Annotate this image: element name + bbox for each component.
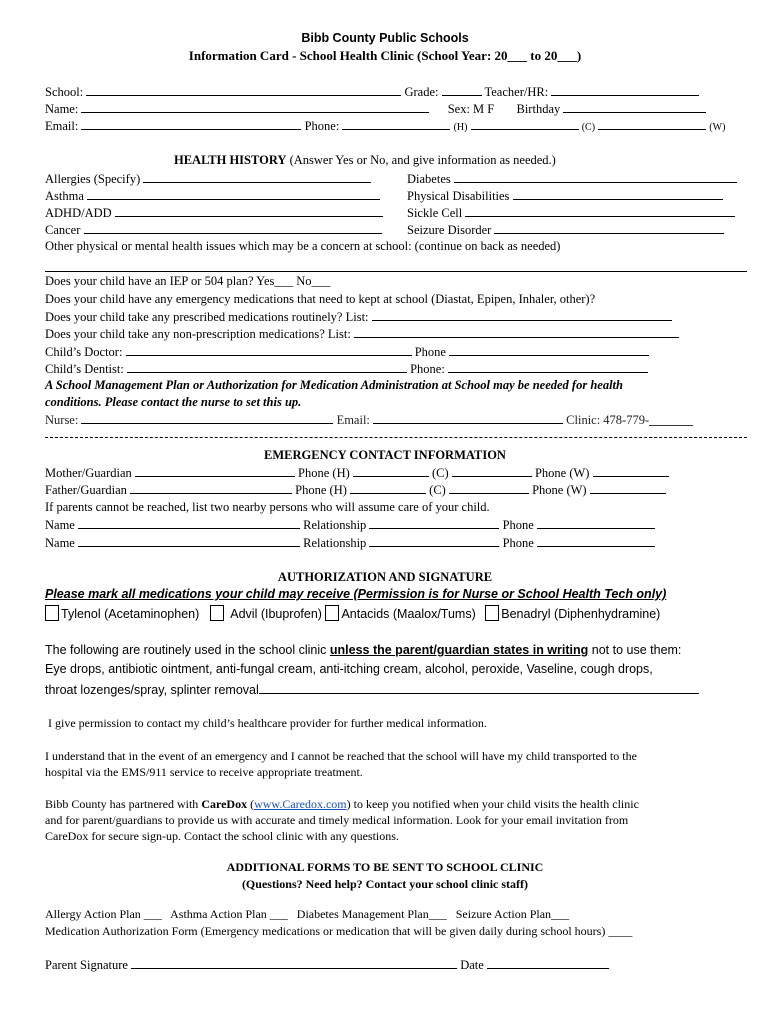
- diabetes-label: Diabetes: [407, 172, 451, 186]
- diabetes-field[interactable]: [454, 171, 737, 183]
- tylenol-checkbox[interactable]: [45, 605, 59, 621]
- parent-signature-field[interactable]: [131, 957, 457, 969]
- benadryl-checkbox[interactable]: [485, 605, 499, 621]
- routine-use-text: The following are routinely used in the school clinic: [45, 643, 327, 657]
- asthma-label: Asthma: [45, 189, 84, 203]
- teacher-label: Teacher/HR:: [484, 85, 549, 99]
- health-history-title: HEALTH HISTORY: [174, 153, 287, 167]
- diabetes-row: [407, 171, 737, 187]
- district-name: Bibb County Public Schools: [301, 31, 469, 45]
- nurse-field[interactable]: [81, 412, 333, 424]
- caredox-name: CareDox: [201, 797, 248, 811]
- phone-home-field[interactable]: [342, 118, 450, 130]
- authorization-heading: AUTHORIZATION AND SIGNATURE: [277, 570, 493, 584]
- mother-label: Mother/Guardian: [45, 466, 132, 480]
- name-field[interactable]: [81, 101, 429, 113]
- doctor-label: Child’s Doctor:: [45, 345, 123, 359]
- physical-disabilities-label: Physical Disabilities: [407, 189, 510, 203]
- parent-signature-label: Parent Signature: [45, 958, 128, 972]
- action-plans-line: Allergy Action Plan ___ Asthma Action Plan ___ Diabetes Management Plan___ Seizure Action Plan___: [45, 907, 570, 921]
- dentist-row: [45, 361, 648, 377]
- dentist-label: Child’s Dentist:: [45, 362, 124, 376]
- name-label: Name:: [45, 102, 79, 116]
- prescribed-meds-row: [45, 309, 672, 325]
- nurse-row: [45, 412, 693, 428]
- father-phone-cell-field[interactable]: [449, 482, 529, 494]
- prescribed-meds-question: Does your child take any prescribed medications routinely? List:: [45, 310, 369, 324]
- cancer-row: [45, 222, 382, 238]
- birthday-label: Birthday: [516, 102, 561, 116]
- nearby-relationship-label: Relationship: [303, 536, 367, 550]
- clinic-phone-field[interactable]: _______: [649, 413, 693, 427]
- phone-cell-label: (C): [581, 122, 596, 133]
- permission-statement: I give permission to contact my child’s healthcare provider for further medical information.: [48, 716, 487, 730]
- section-divider: [45, 437, 747, 438]
- nearby-name-label: Name: [45, 518, 75, 532]
- doctor-field[interactable]: [126, 344, 412, 356]
- emergency-meds-question: Does your child have any emergency medications that need to kept at school (Diastat, Epipen, Inhaler, other)?: [45, 292, 596, 306]
- management-plan-note-2: conditions. Please contact the nurse to set this up.: [45, 395, 302, 409]
- doctor-phone-field[interactable]: [449, 344, 649, 356]
- form-title: Information Card - School Health Clinic (School Year: 20___ to 20___): [188, 48, 582, 63]
- nearby-phone-field[interactable]: [537, 535, 655, 547]
- advil-label: Advil (Ibuprofen): [230, 607, 322, 621]
- nearby-person-row-1: [45, 517, 655, 533]
- father-phone-home-field[interactable]: [350, 482, 426, 494]
- nearby-relationship-field[interactable]: [369, 517, 499, 529]
- emergency-transport-statement: I understand that in the event of an emergency and I cannot be reached that the school will have my child transported to the: [45, 749, 637, 763]
- email-row: [45, 118, 725, 135]
- seizure-label: Seizure Disorder: [407, 223, 492, 237]
- adhd-row: [45, 205, 383, 221]
- sickle-cell-field[interactable]: [465, 205, 735, 217]
- asthma-row: [45, 188, 380, 204]
- nearby-name-label: Name: [45, 536, 75, 550]
- nonprescription-meds-field[interactable]: [354, 326, 679, 338]
- iep-question: Does your child have an IEP or 504 plan? Yes___ No___: [45, 274, 331, 288]
- teacher-field[interactable]: [551, 84, 699, 96]
- medication-authorization-line: Medication Authorization Form (Emergency medications or medication that will be given daily during school hours) ____: [45, 924, 633, 938]
- date-field[interactable]: [487, 957, 609, 969]
- father-phone-work-label: Phone (W): [532, 483, 587, 497]
- nonprescription-meds-row: [45, 326, 679, 342]
- dentist-phone-label: Phone:: [410, 362, 445, 376]
- sickle-cell-row: [407, 205, 735, 221]
- routine-use-list-row: [45, 682, 699, 698]
- grade-label: Grade:: [404, 85, 439, 99]
- grade-field[interactable]: [442, 84, 482, 96]
- cancer-field[interactable]: [84, 222, 382, 234]
- nurse-label: Nurse:: [45, 413, 79, 427]
- phone-work-label: (W): [709, 122, 726, 133]
- doctor-phone-label: Phone: [414, 345, 446, 359]
- phone-work-field[interactable]: [598, 118, 706, 130]
- management-plan-note: A School Management Plan or Authorization for Medication Administration at School may be needed for health: [45, 378, 623, 392]
- health-history-heading: [174, 153, 556, 168]
- allergies-label: Allergies (Specify): [45, 172, 141, 186]
- mother-phone-work-label: Phone (W): [534, 466, 590, 480]
- caredox-text-2: to keep you notified when your child visits the health clinic: [353, 797, 639, 811]
- father-row: [45, 482, 666, 498]
- dentist-field[interactable]: [127, 361, 407, 373]
- dentist-phone-field[interactable]: [448, 361, 648, 373]
- physical-disabilities-field[interactable]: [513, 188, 723, 200]
- phone-home-label: (H): [453, 122, 468, 133]
- mother-phone-work-field[interactable]: [593, 465, 669, 477]
- sickle-cell-label: Sickle Cell: [407, 206, 463, 220]
- date-label: Date: [460, 958, 484, 972]
- unreachable-text: If parents cannot be reached, list two nearby persons who will assume care of your child.: [45, 500, 490, 514]
- antacids-checkbox[interactable]: [325, 605, 339, 621]
- name-row: [45, 101, 706, 117]
- routine-exceptions-field[interactable]: [259, 682, 699, 694]
- nearby-phone-field[interactable]: [537, 517, 655, 529]
- mother-phone-cell-label: (C): [432, 466, 449, 480]
- routine-use-row: [45, 643, 681, 658]
- mother-phone-home-field[interactable]: [353, 465, 429, 477]
- nurse-email-field[interactable]: [373, 412, 563, 424]
- routine-use-text-2: not to use them:: [591, 643, 682, 657]
- other-issues-text: Other physical or mental health issues which may be a concern at school: (continue on back as needed): [45, 239, 561, 253]
- nearby-relationship-label: Relationship: [303, 518, 367, 532]
- mother-row: [45, 465, 669, 481]
- advil-checkbox[interactable]: [210, 605, 224, 621]
- caredox-text: Bibb County has partnered with: [45, 797, 199, 811]
- father-phone-home-label: Phone (H): [295, 483, 347, 497]
- seizure-field[interactable]: [494, 222, 724, 234]
- authorization-instruction: Please mark all medications your child may receive (Permission is for Nurse or School Health Tech only): [45, 587, 667, 601]
- antacids-label: Antacids (Maalox/Tums): [341, 607, 476, 621]
- additional-forms-heading: ADDITIONAL FORMS TO BE SENT TO SCHOOL CLINIC: [226, 860, 544, 874]
- school-field[interactable]: [86, 84, 401, 96]
- nearby-phone-label: Phone: [502, 518, 534, 532]
- father-field[interactable]: [130, 482, 292, 494]
- sex-label: Sex: M F: [447, 102, 495, 116]
- doctor-row: [45, 344, 649, 360]
- caredox-link[interactable]: www.Caredox.com: [254, 797, 347, 811]
- routine-use-list-2: throat lozenges/spray, splinter removal: [45, 683, 259, 697]
- nurse-email-label: Email:: [336, 413, 370, 427]
- nearby-person-row-2: [45, 535, 655, 551]
- mother-phone-home-label: Phone (H): [298, 466, 350, 480]
- nearby-name-field[interactable]: [78, 535, 300, 547]
- nonprescription-meds-question: Does your child take any non-prescription medications? List:: [45, 327, 351, 341]
- other-issues-field[interactable]: [45, 271, 747, 272]
- email-field[interactable]: [81, 118, 301, 130]
- allergies-row: [45, 171, 371, 187]
- nearby-relationship-field[interactable]: [369, 535, 499, 547]
- cancer-label: Cancer: [45, 223, 81, 237]
- additional-forms-subheading: (Questions? Need help? Contact your school clinic staff): [241, 877, 529, 891]
- caredox-statement: Bibb County has partnered with CareDox (www.Caredox.com) to keep you notified when your child visits the health clinic: [45, 797, 639, 811]
- mother-field[interactable]: [135, 465, 295, 477]
- asthma-field[interactable]: [87, 188, 380, 200]
- mother-phone-cell-field[interactable]: [452, 465, 532, 477]
- father-label: Father/Guardian: [45, 483, 127, 497]
- physical-disabilities-row: [407, 188, 723, 204]
- birthday-field[interactable]: [563, 101, 706, 113]
- emergency-transport-statement-2: hospital via the EMS/911 service to receive appropriate treatment.: [45, 765, 363, 779]
- father-phone-cell-label: (C): [429, 483, 446, 497]
- tylenol-label: Tylenol (Acetaminophen): [61, 607, 200, 621]
- seizure-row: [407, 222, 724, 238]
- father-phone-work-field[interactable]: [590, 482, 666, 494]
- school-label: School:: [45, 85, 84, 99]
- caredox-statement-3: CareDox for secure sign-up. Contact the school clinic with any questions.: [45, 829, 399, 843]
- signature-row: [45, 957, 609, 973]
- health-history-instruction: (Answer Yes or No, and give information as needed.): [289, 153, 556, 167]
- routine-use-list: Eye drops, antibiotic ointment, anti-fungal cream, anti-itching cream, alcohol, peroxide, Vaseline, cough drops,: [45, 662, 653, 676]
- caredox-statement-2: and for parent/guardians to provide us with accurate and timely medical information. Look for your email invitation from: [45, 813, 629, 827]
- nearby-name-field[interactable]: [78, 517, 300, 529]
- school-row: [45, 84, 699, 100]
- routine-use-emphasis: unless the parent/guardian states in writing: [329, 643, 589, 657]
- benadryl-label: Benadryl (Diphenhydramine): [501, 607, 661, 621]
- adhd-field[interactable]: [115, 205, 383, 217]
- clinic-phone-label: Clinic: 478-779-: [566, 413, 650, 427]
- medication-checkboxes: [45, 605, 660, 622]
- phone-label: Phone:: [304, 119, 340, 133]
- prescribed-meds-field[interactable]: [372, 309, 672, 321]
- adhd-label: ADHD/ADD: [45, 206, 112, 220]
- phone-cell-field[interactable]: [471, 118, 579, 130]
- allergies-field[interactable]: [143, 171, 371, 183]
- emergency-heading: EMERGENCY CONTACT INFORMATION: [264, 448, 506, 462]
- email-label: Email:: [45, 119, 79, 133]
- nearby-phone-label: Phone: [502, 536, 534, 550]
